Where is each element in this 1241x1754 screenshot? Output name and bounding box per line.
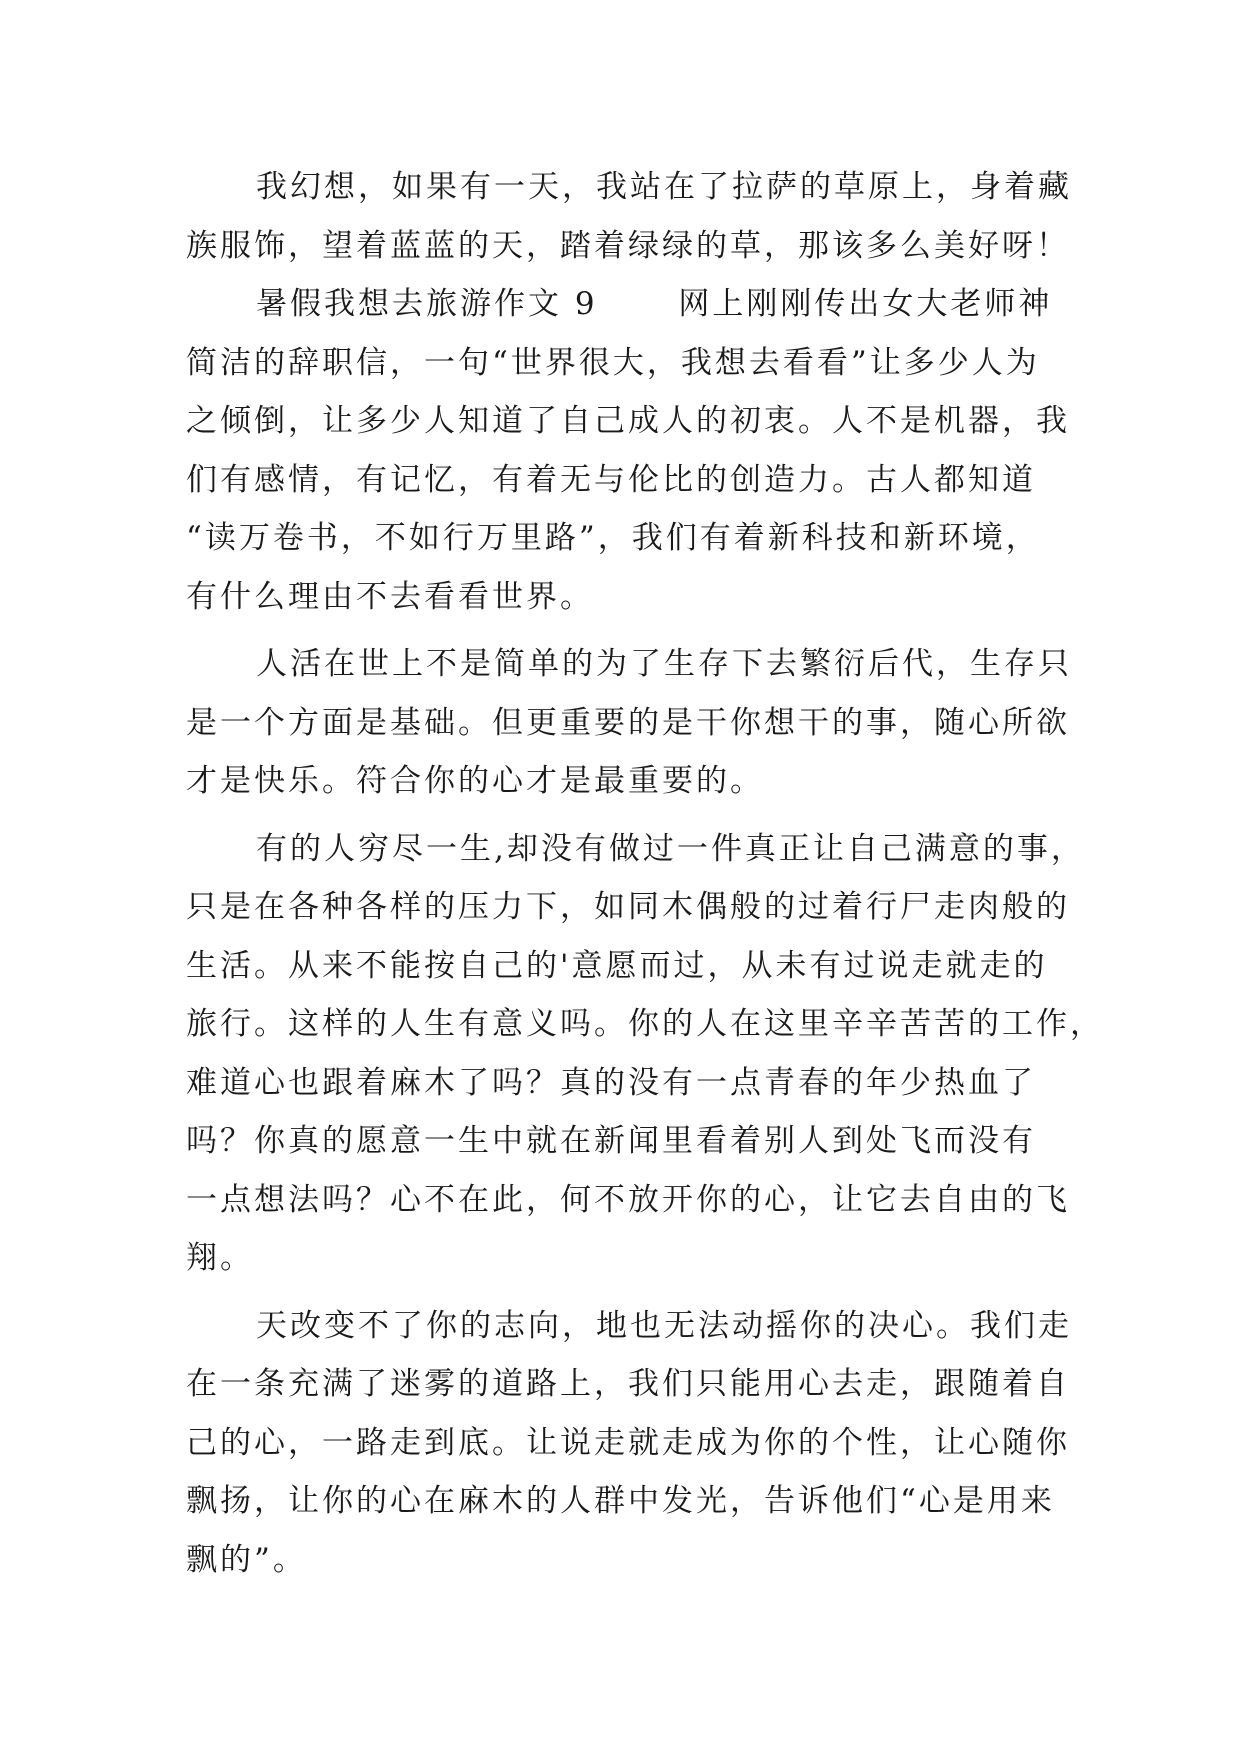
- document-body: [186, 158, 1104, 1589]
- text-line: 有什么理由不去看看世界。: [186, 578, 594, 615]
- text-line: 飘扬，让你的心在麻木的人群中发光，告诉他们“心是用来: [186, 1483, 1055, 1519]
- text-line: 有的人穷尽一生,却没有做过一件真正让自己满意的事，: [256, 830, 1085, 867]
- text-line: 生活。从来不能按自己的'意愿而过，从未有过说走就走的: [186, 947, 1048, 984]
- text-line: 只是在各种各样的压力下，如同木偶般的过着行尸走肉般的: [186, 889, 1070, 925]
- text-line: 族服饰，望着蓝蓝的天，踏着绿绿的草，那该多么美好呀！: [186, 227, 1070, 264]
- text-line: 己的心，一路走到底。让说走就走成为你的个性，让心随你: [186, 1424, 1070, 1461]
- text-line: 是一个方面是基础。但更重要的是干你想干的事，随心所欲: [186, 704, 1070, 741]
- text-line: 才是快乐。符合你的心才是最重要的。: [186, 763, 764, 799]
- text-line: 吗？你真的愿意一生中就在新闻里看着别人到处飞而没有: [186, 1123, 1036, 1159]
- text-line: 之倾倒，让多少人知道了自己成人的初衷。人不是机器，我: [186, 403, 1070, 439]
- text-line: 暑假我想去旅游作文 9 网上刚刚传出女大老师神: [256, 286, 1053, 322]
- text-line: 天改变不了你的志向，地也无法动摇你的决心。我们走: [256, 1307, 1072, 1344]
- text-line: 人活在世上不是简单的为了生存下去繁衍后代，生存只: [256, 646, 1072, 682]
- text-line: 一点想法吗？心不在此，何不放开你的心，让它去自由的飞: [186, 1181, 1070, 1218]
- text-line: 飘的”。: [186, 1541, 307, 1578]
- text-line: 翔。: [186, 1240, 254, 1276]
- text-line: 难道心也跟着麻木了吗？真的没有一点青春的年少热血了: [186, 1064, 1036, 1101]
- text-line: 旅行。这样的人生有意义吗。你的人在这里辛辛苦苦的工作，: [186, 1006, 1104, 1042]
- text-line: 们有感情，有记忆，有着无与伦比的创造力。古人都知道: [186, 461, 1036, 498]
- text-line: 我幻想，如果有一天，我站在了拉萨的草原上，身着藏: [256, 169, 1072, 205]
- text-line: 简洁的辞职信，一句“世界很大，我想去看看”让多少人为: [186, 344, 1040, 381]
- text-line: “读万卷书，不如行万里路”，我们有着新科技和新环境，: [186, 520, 1040, 556]
- text-line: 在一条充满了迷雾的道路上，我们只能用心去走，跟随着自: [186, 1366, 1070, 1402]
